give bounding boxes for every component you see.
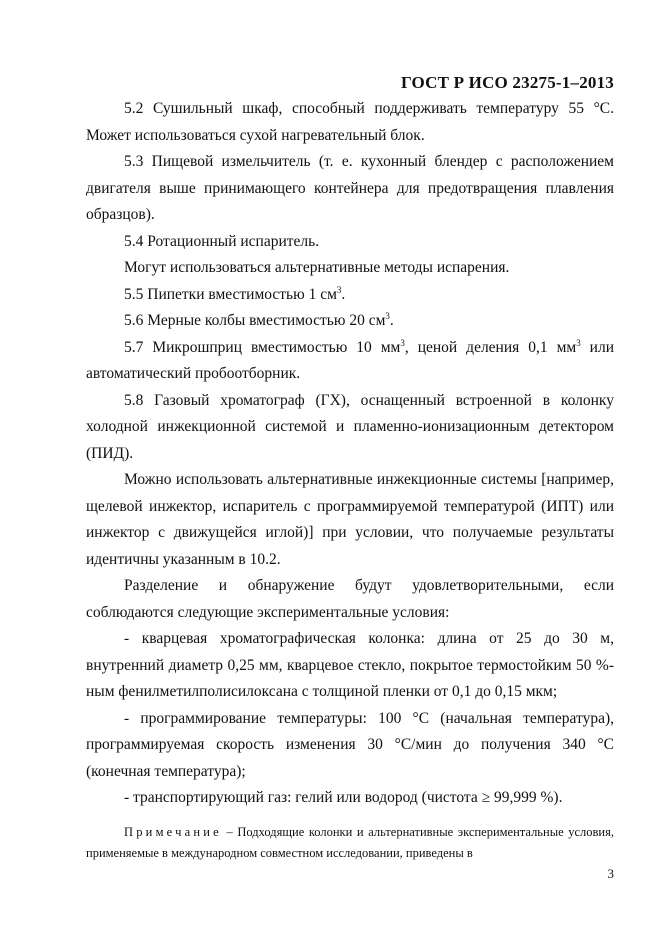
paragraph-separation-conditions: Разделение и обнаружение будут удовлетворительными, если соблюдаются следующие экспериментальные условия: bbox=[86, 577, 614, 621]
superscript: 3 bbox=[576, 337, 581, 348]
text-5-7-mid: , ценой деления 0,1 мм bbox=[404, 338, 577, 356]
text-5-6-end: . bbox=[389, 312, 394, 329]
paragraph-5-4: 5.4 Ротационный испаритель. bbox=[124, 232, 320, 250]
page-number: 3 bbox=[607, 866, 614, 881]
note-label: Примечание bbox=[124, 825, 222, 839]
paragraph-5-3: 5.3 Пищевой измельчитель (т. е. кухонный блендер с расположением двигателя выше принимающего контейнера для предотвращения плавления образцов). bbox=[86, 153, 614, 223]
paragraph-5-2: 5.2 Сушильный шкаф, способный поддерживать температуру 55 °С. Может использоваться сухой нагревательный блок. bbox=[86, 100, 614, 144]
list-item-column: - кварцевая хроматографическая колонка: длина от 25 до 30 м, внутренний диаметр 0,25 мм, кварцевое стекло, покрытое термостойким 50 %-ным фенилметилполисилоксана с толщиной пленки от 0,1 до 0,15 мкм; bbox=[86, 630, 614, 700]
text-5-5-end: . bbox=[341, 285, 346, 303]
note-text: – Подходящие колонки и альтернативные экспериментальные условия, применяемые в международном совместном исследовании, приведены в bbox=[86, 825, 614, 860]
text-5-7: 5.7 Микрошприц вместимостью 10 мм bbox=[124, 338, 401, 356]
superscript: 3 bbox=[336, 284, 342, 295]
note-paragraph bbox=[86, 822, 614, 864]
paragraph-5-5 bbox=[86, 282, 614, 309]
paragraph-5-8: 5.8 Газовый хроматограф (ГХ), оснащенный встроенной в колонку холодной инжекционной системой и пламенно-ионизационным детектором (ПИД). bbox=[86, 391, 614, 462]
paragraph-injection-alternatives: Можно использовать альтернативные инжекционные системы [например, щелевой инжектор, испаритель с программируемой температурой (ИПТ) или инжектор с движущейся иглой)] при условии, что получаемые результаты идентичны указанным в 10.2. bbox=[86, 471, 614, 568]
body-text bbox=[86, 96, 614, 812]
superscript: 3 bbox=[385, 311, 390, 321]
note-block bbox=[86, 822, 614, 864]
superscript: 3 bbox=[400, 337, 405, 348]
text-5-6: 5.6 Мерные колбы вместимостью 20 см bbox=[124, 312, 386, 329]
text-5-5: 5.5 Пипетки вместимостью 1 см bbox=[124, 285, 337, 303]
text-5-7-end: или автоматический пробоотборник. bbox=[86, 338, 614, 382]
paragraph-5-7 bbox=[86, 335, 614, 388]
list-item-temperature-program: - программирование температуры: 100 °С (начальная температура), программируемая скорость изменения 30 °С/мин до получения 340 °С (конечная температура); bbox=[86, 709, 614, 780]
paragraph-evaporation-note: Могут использоваться альтернативные методы испарения. bbox=[124, 259, 510, 276]
paragraph-5-6 bbox=[86, 308, 614, 335]
list-item-carrier-gas: - транспортирующий газ: гелий или водород (чистота ≥ 99,999 %). bbox=[124, 789, 563, 806]
standard-header: ГОСТ Р ИСО 23275-1–2013 bbox=[400, 73, 614, 92]
